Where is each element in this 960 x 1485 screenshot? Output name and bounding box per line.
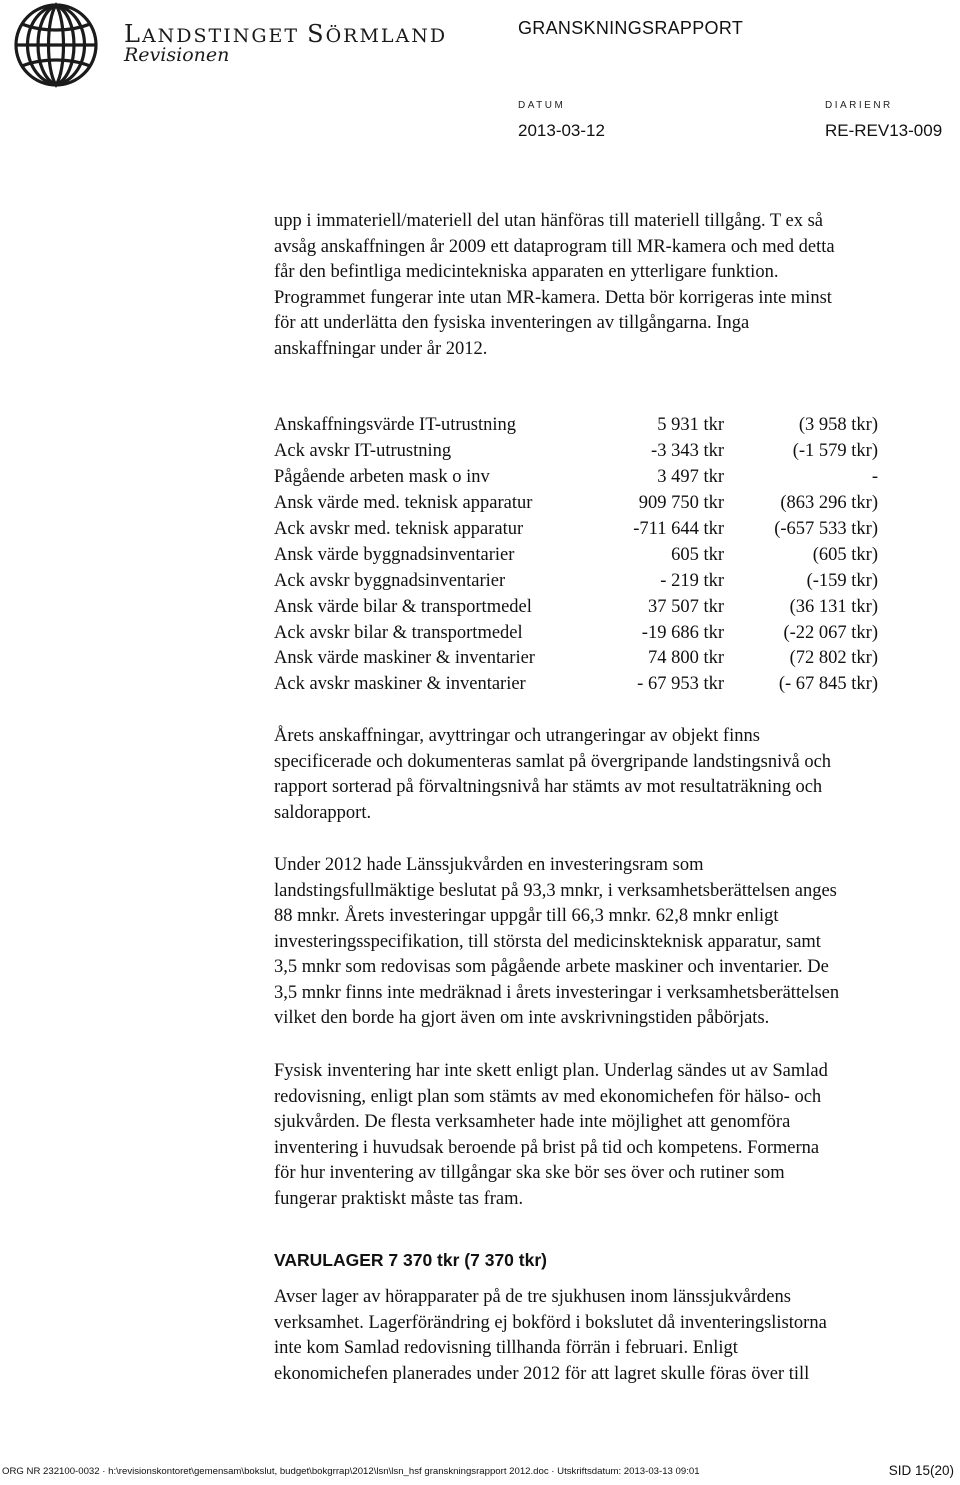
table-row [274,568,878,594]
row-label: Ack avskr IT-utrustning [274,441,452,462]
row-label: Ansk värde byggnadsinventarier [274,544,515,565]
paragraph-varulager [274,1285,827,1387]
text-line: inventering i huvudsak beroende på brist på tid och kompetens. Formerna [274,1137,820,1158]
table-row [274,517,878,543]
previous-value: (3 958 tkr) [798,415,878,436]
current-value: 3 497 tkr [657,467,724,488]
text-line: landstingsfullmäktige beslutat på 93,3 mnkr, i verksamhetsberättelsen anges [274,880,837,901]
text-line: får den befintliga medicintekniska apparaten en ytterligare funktion. [274,262,779,282]
current-value: - 67 953 tkr [637,674,724,695]
text-line: saldorapport. [274,802,372,823]
paragraph-investeringar [274,853,839,1032]
table-row [274,439,878,465]
table-row [274,465,878,491]
previous-value: (-22 067 tkr) [783,622,878,643]
table-row [274,542,878,568]
text-line: redovisning, enligt plan som stämts av med ekonomichefen för hälso- och [274,1086,822,1107]
previous-value: (72 802 tkr) [789,648,878,669]
organization-name: LANDSTINGET SÖRMLAND [124,20,448,48]
text-line: 3,5 mnkr som redovisas som pågående arbete maskiner och inventarier. De [274,957,829,977]
text-line: ekonomichefen planerades under 2012 för att lagret skulle föras över till [274,1363,810,1384]
previous-value: (863 296 tkr) [780,493,878,514]
text-line: avsåg anskaffningen år 2009 ett dataprogram till MR-kamera och med detta [274,236,835,257]
text-line: Under 2012 hade Länssjukvården en investeringsram som [274,855,704,875]
text-line: Fysisk inventering har inte skett enligt plan. Underlag sändes ut av Samlad [274,1061,828,1081]
previous-value: - [871,467,878,488]
row-label: Ack avskr maskiner & inventarier [274,674,526,695]
current-value: 74 800 tkr [647,648,724,669]
current-value: -711 644 tkr [633,519,724,539]
reference-label: DIARIENR [825,100,893,111]
footer-document-info: ORG NR 232100-0032 · h:\revisionskontoret\gemensam\bokslut, budget\bokgrrap\2012\lsn\lsn_hsf granskningsrapport 2012.doc · Utskriftsdatum: 2013-03-13 09:01 [2,1466,700,1477]
table-row [274,646,878,672]
text-line: Avser lager av hörapparater på de tre sjukhusen inom länssjukvårdens [274,1287,791,1307]
row-label: Anskaffningsvärde IT-utrustning [274,415,517,436]
text-line: rapport sorterad på förvaltningsnivå har stämts av mot resultaträkning och [274,777,823,797]
date-label: DATUM [518,100,566,111]
current-value: 605 tkr [671,544,724,565]
organization-department: Revisionen [124,44,230,66]
paragraph-inventering [274,1059,828,1212]
text-line: för att underlätta den fysiska inventeringen av tillgångarna. Inga [274,313,750,333]
reference-value: RE-REV13-009 [825,121,943,140]
current-value: -19 686 tkr [641,622,724,643]
landsting-logo-icon [2,2,110,88]
current-value: 5 931 tkr [657,415,724,436]
row-label: Ack avskr med. teknisk apparatur [274,519,524,539]
table-row [274,491,878,517]
current-value: 37 507 tkr [647,596,724,617]
text-line: 3,5 mnkr finns inte medräknad i årets investeringar i verksamhetsberättelsen [274,982,840,1003]
text-line: för hur inventering av tillgångar ska ske bör ses över och rutiner som [274,1163,785,1183]
row-label: Ansk värde maskiner & inventarier [274,648,535,669]
text-line: upp i immateriell/materiell del utan hänföras till materiell tillgång. T ex så [274,211,824,231]
text-line: specificerade och dokumenteras samlat på övergripande landstingsnivå och [274,751,832,772]
row-label: Ansk värde bilar & transportmedel [274,596,532,617]
text-line: fungerar praktiskt måste tas fram. [274,1188,524,1209]
text-line: 88 mnkr. Årets investeringar uppgår till 66,3 mnkr. 62,8 mnkr enligt [274,906,779,926]
previous-value: (36 131 tkr) [789,596,878,617]
row-label: Ansk värde med. teknisk apparatur [274,493,533,514]
previous-value: (-159 tkr) [806,570,878,591]
previous-value: (-657 533 tkr) [774,519,878,539]
row-label: Ack avskr byggnadsinventarier [274,570,506,591]
table-row [274,413,878,439]
text-line: inte kom Samlad redovisning tillhanda förrän i februari. Enligt [274,1338,738,1358]
text-line: Programmet fungerar inte utan MR-kamera. Detta bör korrigeras inte minst [274,287,832,308]
intro-paragraph [274,209,835,362]
text-line: vilket den borde ha gjort även om inte avskrivningstiden påbörjats. [274,1008,770,1028]
current-value: -3 343 tkr [651,441,724,462]
date-value: 2013-03-12 [518,121,605,140]
text-line: Årets anskaffningar, avyttringar och utrangeringar av objekt finns [274,726,760,746]
previous-value: (605 tkr) [812,544,878,565]
page-number: SID 15(20) [888,1463,954,1478]
paragraph-anskaffningar [274,724,831,826]
current-value: 909 750 tkr [638,493,724,514]
fixed-assets-table [274,413,878,698]
row-label: Ack avskr bilar & transportmedel [274,622,523,643]
row-label: Pågående arbeten mask o inv [274,467,490,488]
current-value: - 219 tkr [660,570,724,591]
text-line: anskaffningar under år 2012. [274,338,488,359]
table-row [274,594,878,620]
text-line: investeringsspecifikation, till största del medicinskteknisk apparatur, samt [274,931,821,952]
section-heading-varulager: VARULAGER 7 370 tkr (7 370 tkr) [274,1250,547,1270]
previous-value: (-1 579 tkr) [792,441,878,462]
previous-value: (- 67 845 tkr) [778,674,878,695]
text-line: sjukvården. De flesta verksamheter hade inte möjlighet att genomföra [274,1112,791,1132]
table-row [274,620,878,646]
table-row [274,672,878,698]
document-type: GRANSKNINGSRAPPORT [518,18,744,38]
text-line: verksamhet. Lagerförändring ej bokförd i bokslutet då inventeringslistorna [274,1312,827,1333]
